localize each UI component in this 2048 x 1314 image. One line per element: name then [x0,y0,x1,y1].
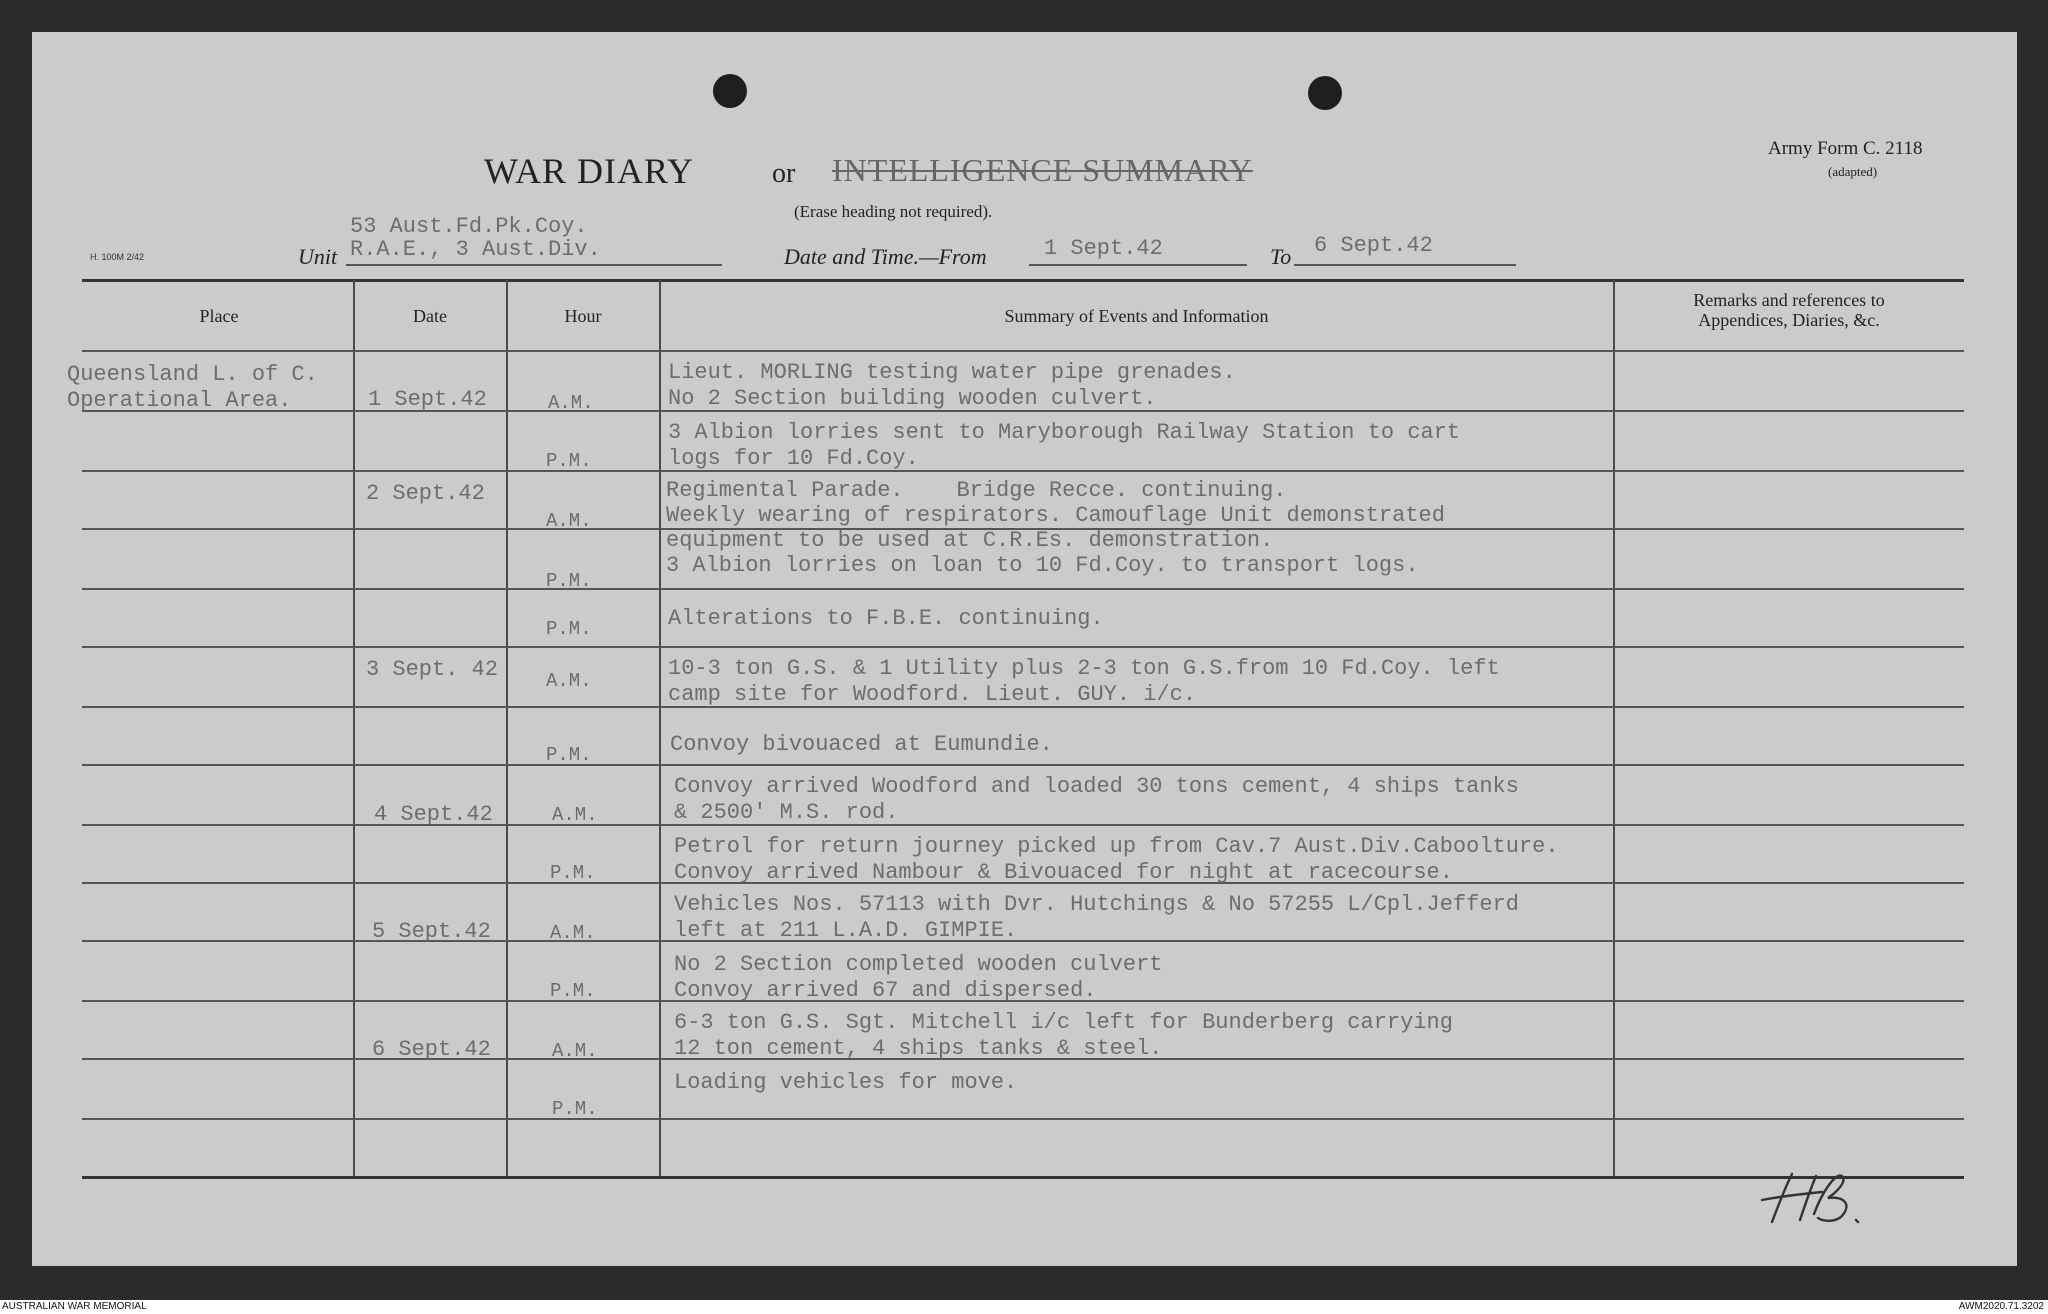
unit-label: Unit [298,244,338,269]
column-divider-hour [659,280,661,1176]
date-time-label: Date and Time.—From [784,244,987,269]
summary-entry: Petrol for return journey picked up from Cav.7 Aust.Div.Caboolture. Convoy arrived Nambour & Bivouaced for night at racecourse. [674,834,1559,885]
table-bottom-border [82,1176,1964,1179]
table-top-border [82,279,1964,282]
row-rule [82,588,1964,590]
hour-cell: P.M. [546,618,592,640]
summary-entry: Convoy bivouaced at Eumundie. [670,732,1053,757]
column-divider-place [353,280,355,1176]
column-header-summary: Summary of Events and Information [1004,306,1269,326]
war-diary-page [32,32,2017,1266]
date-cell: 6 Sept.42 [372,1037,491,1062]
hour-cell: P.M. [546,570,592,592]
remarks-header-line-2: Appendices, Diaries, &c. [1698,310,1880,330]
summary-entry: 3 Albion lorries sent to Maryborough Railway Station to cart logs for 10 Fd.Coy. [668,420,1461,471]
hour-cell: A.M. [546,510,592,532]
place-line-2: Operational Area. [67,388,292,413]
date-cell: 1 Sept.42 [368,387,487,412]
column-divider-summary [1613,280,1615,1176]
date-cell: 3 Sept. 42 [366,657,499,682]
hour-cell: P.M. [550,862,596,884]
hour-cell: A.M. [552,804,598,826]
date-from-value: 1 Sept.42 [1044,236,1163,261]
from-underline [1029,264,1247,266]
title-intelligence-summary-struck: INTELLIGENCE SUMMARY [832,152,1253,188]
summary-entry: Alterations to F.B.E. continuing. [668,606,1104,631]
summary-entry: Loading vehicles for move. [674,1070,1018,1095]
hour-cell: A.M. [546,670,592,692]
place-line-1: Queensland L. of C. [67,362,318,387]
date-to-value: 6 Sept.42 [1314,233,1433,258]
row-rule [82,646,1964,648]
erase-heading-note: (Erase heading not required). [794,202,993,221]
summary-entry: 6-3 ton G.S. Sgt. Mitchell i/c left for Bunderberg carrying 12 ton cement, 4 ships tanks & steel. [674,1010,1453,1061]
footer-right-label: AWM2020.71.3202 [1958,1301,2044,1312]
summary-entry: Regimental Parade. Bridge Recce. continuing. Weekly wearing of respirators. Camouflage Unit demonstrated equipment to be used at C.R.Es. demonstration. 3 Albion lorries on loan to 10 Fd.Coy. to transport logs. [666,478,1445,578]
hour-cell: A.M. [550,922,596,944]
archive-footer [0,1300,2048,1314]
remarks-header-line-1: Remarks and references to [1693,290,1885,310]
summary-entry: Lieut. MORLING testing water pipe grenades. No 2 Section building wooden culvert. [668,360,1236,411]
hour-cell: A.M. [548,392,594,414]
summary-entry: Convoy arrived Woodford and loaded 30 tons cement, 4 ships tanks & 2500' M.S. rod. [674,774,1519,825]
summary-entry: No 2 Section completed wooden culvert Convoy arrived 67 and dispersed. [674,952,1163,1003]
column-header-place: Place [199,306,239,326]
to-underline [1294,264,1516,266]
unit-line-2: R.A.E., 3 Aust.Div. [350,237,601,262]
row-rule [82,1118,1964,1120]
column-header-hour: Hour [564,306,602,326]
punch-hole-left [713,74,747,108]
summary-entry: 10-3 ton G.S. & 1 Utility plus 2-3 ton G.S.from 10 Fd.Coy. left camp site for Woodford. Lieut. GUY. i/c. [668,656,1500,707]
army-form-number: Army Form C. 2118 [1768,138,1923,159]
punch-hole-right [1308,76,1342,110]
summary-entry: Vehicles Nos. 57113 with Dvr. Hutchings & No 57255 L/Cpl.Jefferd left at 211 L.A.D. GIMPIE. [674,892,1519,943]
column-divider-date [506,280,508,1176]
date-cell: 4 Sept.42 [374,802,493,827]
footer-left-label: AUSTRALIAN WAR MEMORIAL [2,1301,147,1312]
unit-line-1: 53 Aust.Fd.Pk.Coy. [350,214,588,239]
hour-cell: P.M. [550,980,596,1002]
column-header-remarks [1615,290,1963,330]
unit-underline [346,264,722,266]
row-rule [82,350,1964,352]
handwritten-signature [1752,1164,1882,1232]
date-cell: 5 Sept.42 [372,919,491,944]
hour-cell: P.M. [546,450,592,472]
hour-cell: P.M. [552,1098,598,1120]
title-or: or [772,158,796,189]
hour-cell: A.M. [552,1040,598,1062]
army-form-adapted: (adapted) [1828,164,1878,179]
title-war-diary: WAR DIARY [484,151,695,191]
to-label: To [1270,244,1292,269]
row-rule [82,764,1964,766]
form-print-code: H. 100M 2/42 [90,252,145,262]
hour-cell: P.M. [546,744,592,766]
date-cell: 2 Sept.42 [366,481,485,506]
column-header-date: Date [413,306,447,326]
